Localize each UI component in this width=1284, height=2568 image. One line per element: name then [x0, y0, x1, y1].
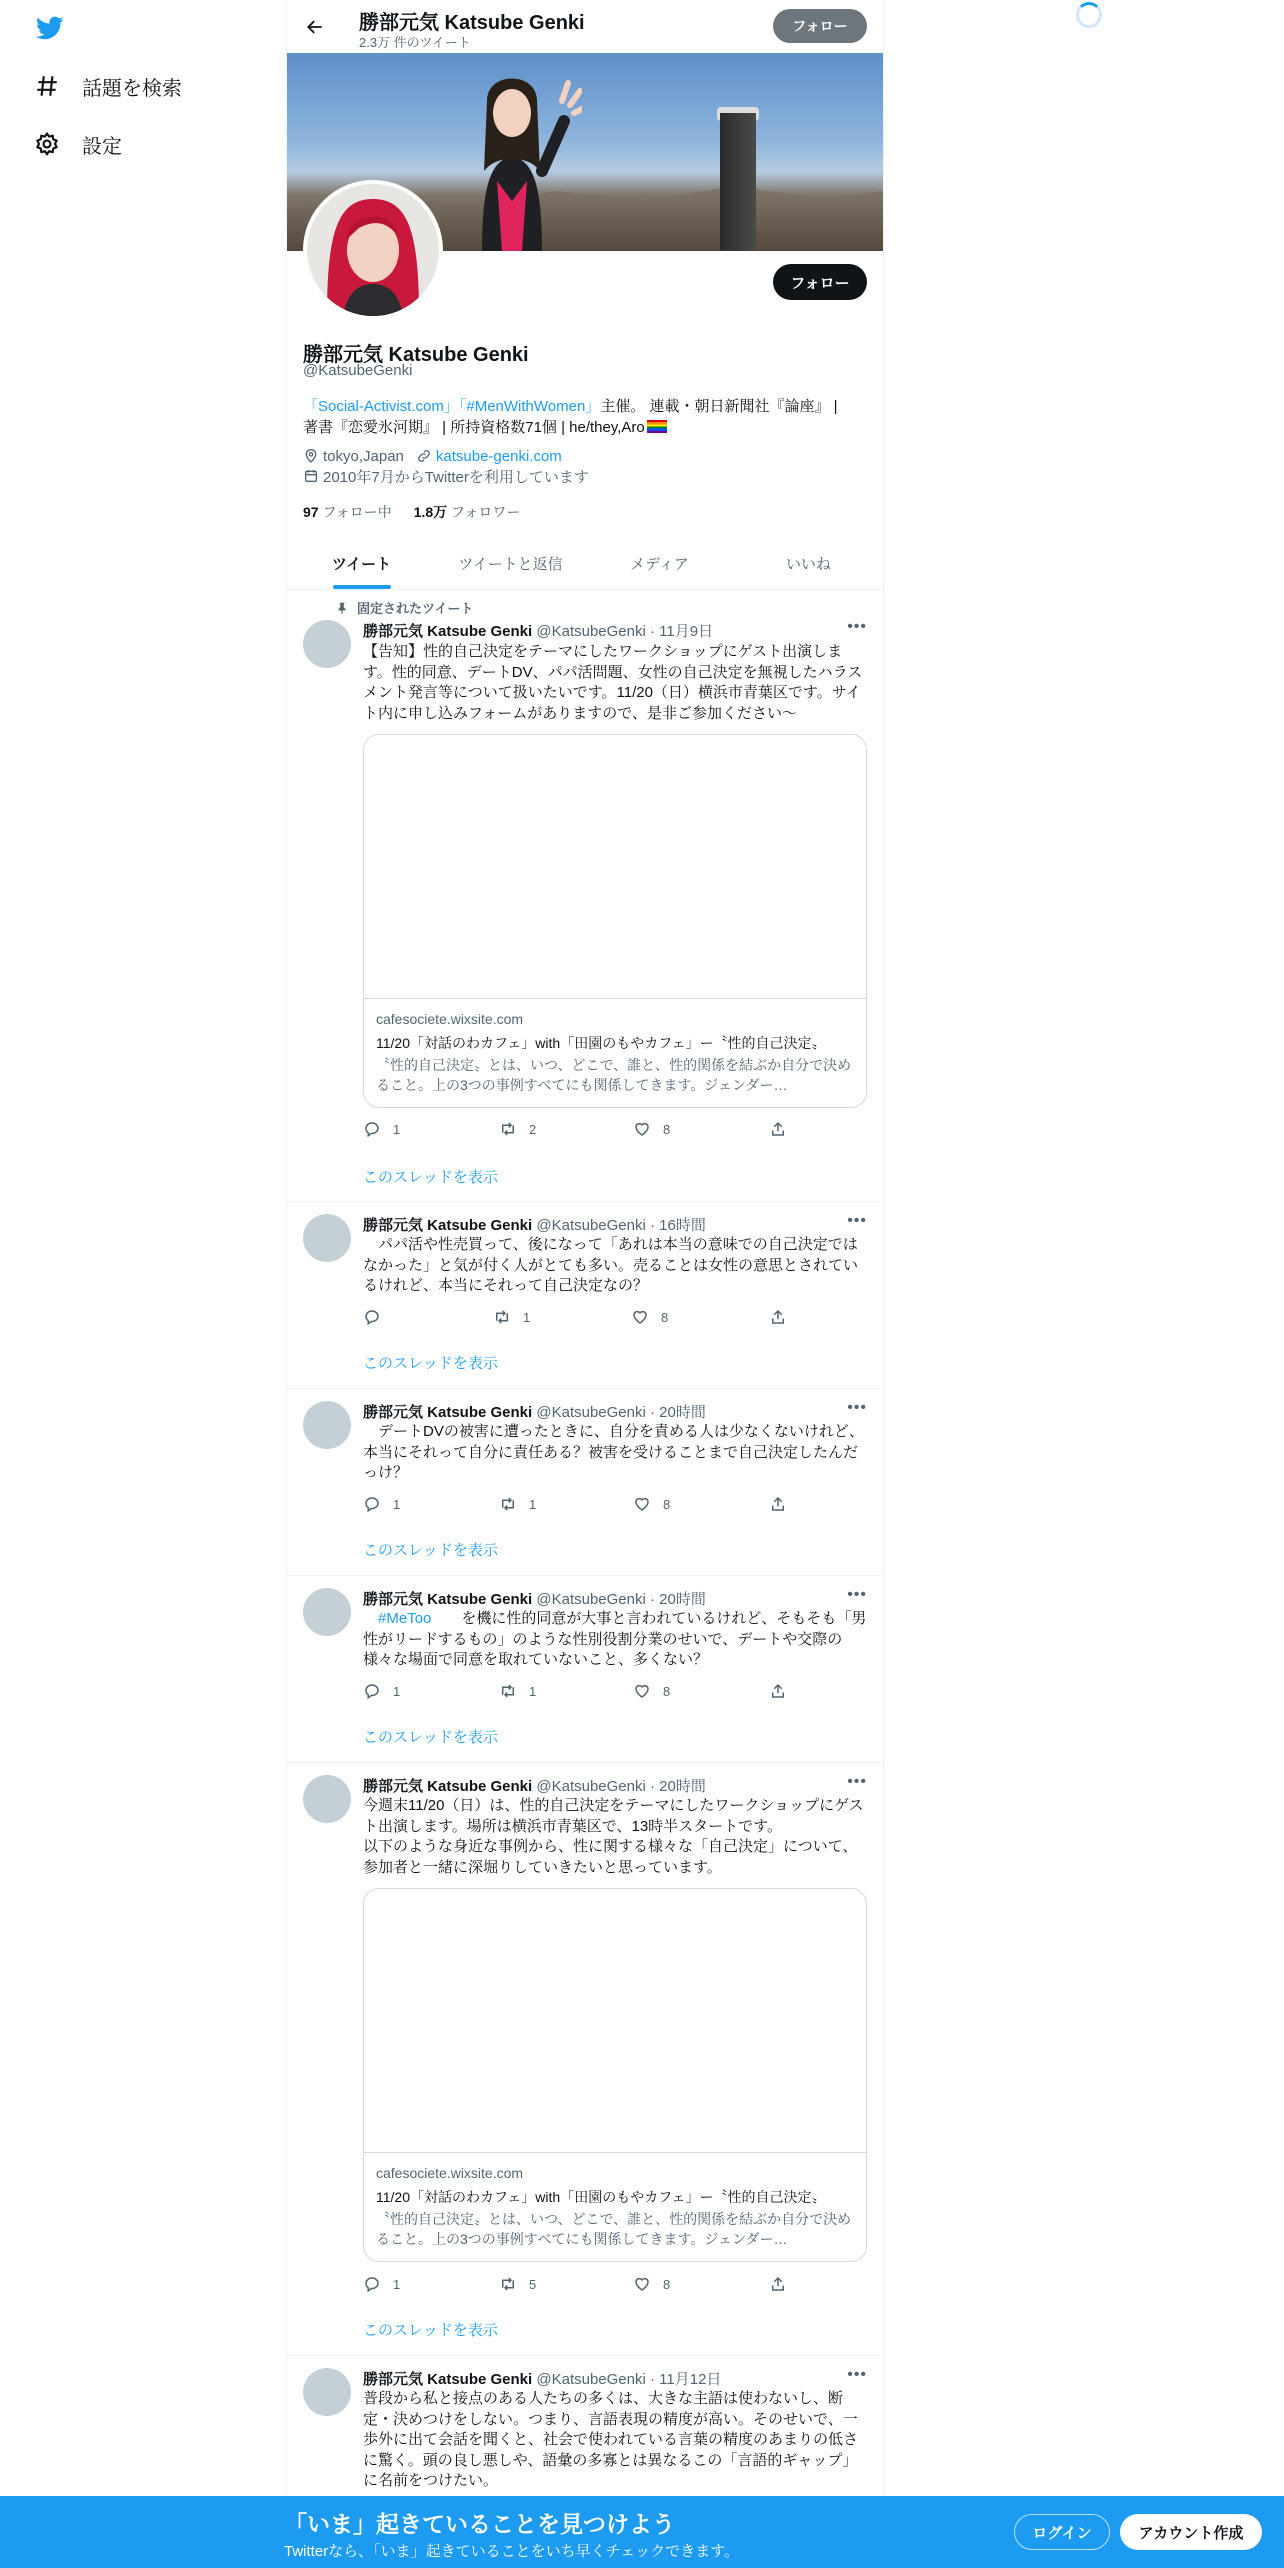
twitter-logo-icon[interactable]	[34, 14, 66, 42]
bio-link-menwithwomen[interactable]: 「#MenWithWomen」	[458, 398, 601, 415]
tweet-item[interactable]	[287, 1576, 883, 1763]
reply-button[interactable]: 1	[363, 1120, 400, 1138]
reply-button[interactable]: 1	[363, 1495, 400, 1513]
heart-icon	[633, 1682, 651, 1700]
tweet-item[interactable]	[287, 1763, 883, 2356]
pin-icon	[335, 601, 349, 615]
followers-link[interactable]: 1.8万 フォロワー	[413, 504, 521, 520]
reply-icon	[363, 1682, 381, 1700]
more-icon[interactable]: •••	[847, 1773, 867, 1790]
location-pin-icon	[303, 448, 319, 464]
following-link[interactable]: 97 フォロー中	[303, 504, 392, 520]
loading-spinner-icon	[1076, 2, 1102, 28]
tab-tweets[interactable]: ツイート	[287, 537, 436, 589]
nav-explore[interactable]	[34, 66, 182, 106]
nav-settings-label: 設定	[82, 135, 122, 158]
link-card-domain: cafesociete.wixsite.com	[376, 1011, 524, 1027]
tweet-header: 勝部元気 Katsube Genki @KatsubeGenki · 11月12日	[363, 2371, 722, 2388]
profile-bio	[303, 396, 863, 438]
profile-avatar[interactable]	[303, 180, 443, 320]
back-button[interactable]	[299, 11, 331, 43]
tweet-text: 普段から私と接点のある人たちの多くは、大きな主語は使わないし、断定・決めつけをしない。つまり、言語表現の精度が高い。そのせいで、一歩外に出て会話を聞くと、社会で使われている言葉の精度のあまりの低さに驚く。頭の良し悪しや、語彙の多寡とは異なるこの「言語的ギャップ」に名前をつけたい。	[363, 2390, 859, 2489]
profile-meta	[303, 446, 589, 486]
like-button[interactable]: 8	[633, 2275, 670, 2293]
more-icon[interactable]: •••	[847, 2366, 867, 2383]
tweet-avatar[interactable]	[303, 1214, 351, 1262]
link-icon	[416, 448, 432, 464]
retweet-button[interactable]: 1	[493, 1308, 530, 1326]
tweet-text: 今週末11/20（日）は、性的自己決定をテーマにしたワークショップにゲスト出演します。場所は横浜市青葉区で、13時半スタートです。 以下のような身近な事例から、性に関する様々な「自己決定」について、参加者と一緒に深堀りしていきたいと思っています。	[363, 1797, 864, 1876]
retweet-button[interactable]: 1	[499, 1495, 536, 1513]
link-card-description: 〝性的自己決定〟とは、いつ、どこで、誰と、性的関係を結ぶか自分で決めること。上の3つの事例すべてにも関係してきます。ジェンダー…	[376, 2211, 852, 2247]
tweet-text: #MeToo を機に性的同意が大事と言われているけれど、そもそも「男性がリードするもの」のような性別役割分業のせいで、デートや交際の様々な場面で同意を取れていないこと、多くない？	[363, 1610, 867, 1668]
like-button[interactable]: 8	[633, 1682, 670, 1700]
link-card-description: 〝性的自己決定〟とは、いつ、どこで、誰と、性的関係を結ぶか自分で決めること。上の3つの事例すべてにも関係してきます。ジェンダー…	[376, 1057, 852, 1093]
like-button[interactable]: 8	[633, 1495, 670, 1513]
tweet-actions	[363, 2275, 783, 2295]
tweet-actions	[363, 1308, 783, 1328]
arrow-left-icon	[305, 17, 325, 37]
gear-icon	[34, 131, 60, 157]
share-button[interactable]	[769, 1682, 799, 1700]
profile-name: 勝部元気 Katsube Genki	[303, 344, 529, 366]
tweet-text: 【告知】性的自己決定をテーマにしたワークショップにゲスト出演します。性的同意、デートDV、パパ活問題、女性の自己決定を無視したハラスメント発言等について扱いたいです。11/20（日）横浜市青葉区です。サイト内に申し込みフォームがありますので、是非ご参加ください〜	[363, 643, 863, 722]
tweet-text: デートDVの被害に遭ったときに、自分を責める人は少なくないけれど、本当にそれって自分に責任ある？被害を受けることまで自己決定したんだっけ？	[363, 1423, 864, 1481]
tweet-actions	[363, 1120, 783, 1140]
link-card[interactable]	[363, 734, 867, 1108]
tweet-header: 勝部元気 Katsube Genki @KatsubeGenki · 16時間	[363, 1217, 706, 1234]
hashtag-link[interactable]: #MeToo	[378, 1610, 432, 1627]
tweet-avatar[interactable]	[303, 1775, 351, 1823]
banner-person-illustration	[442, 61, 582, 251]
signup-button[interactable]: アカウント作成	[1120, 2514, 1262, 2550]
profile-handle: @KatsubeGenki	[303, 362, 413, 379]
like-button[interactable]: 8	[633, 1120, 670, 1138]
heart-icon	[631, 1308, 649, 1326]
hashtag-icon	[34, 73, 60, 99]
heart-icon	[633, 1495, 651, 1513]
tweet-actions	[363, 1682, 783, 1702]
bio-text-1: 主催。 連載・朝日新聞社『論座』 |	[600, 398, 838, 415]
more-icon[interactable]: •••	[847, 1399, 867, 1416]
show-thread-link[interactable]: このスレッドを表示	[363, 1542, 498, 1559]
reply-button[interactable]	[363, 1308, 393, 1326]
show-thread-link[interactable]: このスレッドを表示	[363, 1169, 498, 1186]
tweet-item[interactable]	[287, 1389, 883, 1576]
tab-likes[interactable]: いいね	[785, 555, 831, 573]
tweet-avatar[interactable]	[303, 1588, 351, 1636]
show-thread-link[interactable]: このスレッドを表示	[363, 1729, 498, 1746]
share-icon	[769, 1308, 787, 1326]
bio-link-social-activist[interactable]: 「Social-Activist.com」	[303, 398, 459, 415]
retweet-button[interactable]: 1	[499, 1682, 536, 1700]
tweet-actions	[363, 1495, 783, 1515]
follow-button[interactable]: フォロー	[773, 264, 867, 300]
calendar-icon	[303, 468, 319, 484]
tweet-avatar[interactable]	[303, 2368, 351, 2416]
header-name: 勝部元気 Katsube Genki	[359, 12, 585, 34]
heart-icon	[633, 1120, 651, 1138]
profile-header-bar	[287, 0, 883, 53]
reply-icon	[363, 1308, 381, 1326]
header-follow-button[interactable]: フォロー	[773, 9, 867, 43]
retweet-icon	[499, 1120, 517, 1138]
reply-icon	[363, 1120, 381, 1138]
signup-banner-title: 「いま」起きていることを見つけよう	[284, 2511, 675, 2537]
signup-banner	[0, 2496, 1284, 2568]
link-card-domain: cafesociete.wixsite.com	[376, 2165, 524, 2181]
header-tweet-count: 2.3万 件のツイート	[359, 35, 471, 50]
bio-text-2: 著書『恋愛氷河期』 | 所持資格数71個 | he/they,Aro	[303, 419, 645, 436]
link-card-title: 11/20「対話のわカフェ」with「田園のもやカフェ」ー〝性的自己決定〟	[376, 2189, 826, 2205]
profile-follow-stats	[303, 502, 520, 522]
like-button[interactable]: 8	[631, 1308, 668, 1326]
share-button[interactable]	[769, 1120, 799, 1138]
nav-explore-label: 話題を検索	[82, 77, 182, 100]
profile-location: tokyo,Japan	[323, 447, 404, 465]
reply-button[interactable]: 1	[363, 1682, 400, 1700]
retweet-icon	[493, 1308, 511, 1326]
nav-settings[interactable]	[34, 124, 122, 164]
reply-icon	[363, 2275, 381, 2293]
pinned-label: 固定されたツイート	[335, 598, 473, 617]
more-icon[interactable]: •••	[847, 1586, 867, 1603]
retweet-icon	[499, 1682, 517, 1700]
tweet-avatar[interactable]	[303, 620, 351, 668]
retweet-icon	[499, 1495, 517, 1513]
tweet-header: 勝部元気 Katsube Genki @KatsubeGenki · 20時間	[363, 1591, 706, 1608]
link-card[interactable]	[363, 1888, 867, 2262]
show-thread-link[interactable]: このスレッドを表示	[363, 1355, 498, 1372]
link-card-image	[364, 1889, 866, 2153]
tweet-avatar[interactable]	[303, 1401, 351, 1449]
share-button[interactable]	[769, 1495, 799, 1513]
profile-joined: 2010年7月からTwitterを利用しています	[323, 468, 589, 486]
share-icon	[769, 1495, 787, 1513]
reply-icon	[363, 1495, 381, 1513]
tweet-item[interactable]	[287, 590, 883, 1202]
retweet-icon	[499, 2275, 517, 2293]
share-button[interactable]	[769, 2275, 799, 2293]
share-icon	[769, 1120, 787, 1138]
signup-banner-subtitle: Twitterなら、「いま」起きていることをいち早くチェックできます。	[284, 2543, 740, 2560]
tweet-item[interactable]	[287, 1202, 883, 1389]
profile-website-link[interactable]: katsube-genki.com	[435, 447, 562, 465]
more-icon[interactable]: •••	[847, 1212, 867, 1229]
tweet-header: 勝部元気 Katsube Genki @KatsubeGenki · 11月9日	[363, 623, 714, 640]
link-card-image	[364, 735, 866, 999]
profile-tabs	[287, 537, 883, 590]
tab-tweets-and-replies[interactable]: ツイートと返信	[458, 555, 563, 573]
tweet-text: パパ活や性売買って、後になって「あれは本当の意味での自己決定ではなかった」と気が付く人がとても多い。売ることは女性の意思とされているけれど、本当にそれって自己決定なの？	[363, 1236, 859, 1294]
login-button[interactable]: ログイン	[1014, 2514, 1110, 2550]
tab-media[interactable]: メディア	[630, 555, 689, 573]
heart-icon	[633, 2275, 651, 2293]
rainbow-flag-icon	[647, 420, 667, 433]
share-button[interactable]	[769, 1308, 799, 1326]
tweet-header: 勝部元気 Katsube Genki @KatsubeGenki · 20時間	[363, 1404, 706, 1421]
show-thread-link[interactable]: このスレッドを表示	[363, 2322, 498, 2339]
retweet-button[interactable]: 5	[499, 2275, 536, 2293]
share-icon	[769, 1682, 787, 1700]
profile-column	[286, 0, 884, 2568]
link-card-title: 11/20「対話のわカフェ」with「田園のもやカフェ」ー〝性的自己決定〟	[376, 1035, 826, 1051]
retweet-button[interactable]: 2	[499, 1120, 536, 1138]
reply-button[interactable]: 1	[363, 2275, 400, 2293]
share-icon	[769, 2275, 787, 2293]
tweet-header: 勝部元気 Katsube Genki @KatsubeGenki · 20時間	[363, 1778, 706, 1795]
more-icon[interactable]: •••	[847, 618, 867, 635]
